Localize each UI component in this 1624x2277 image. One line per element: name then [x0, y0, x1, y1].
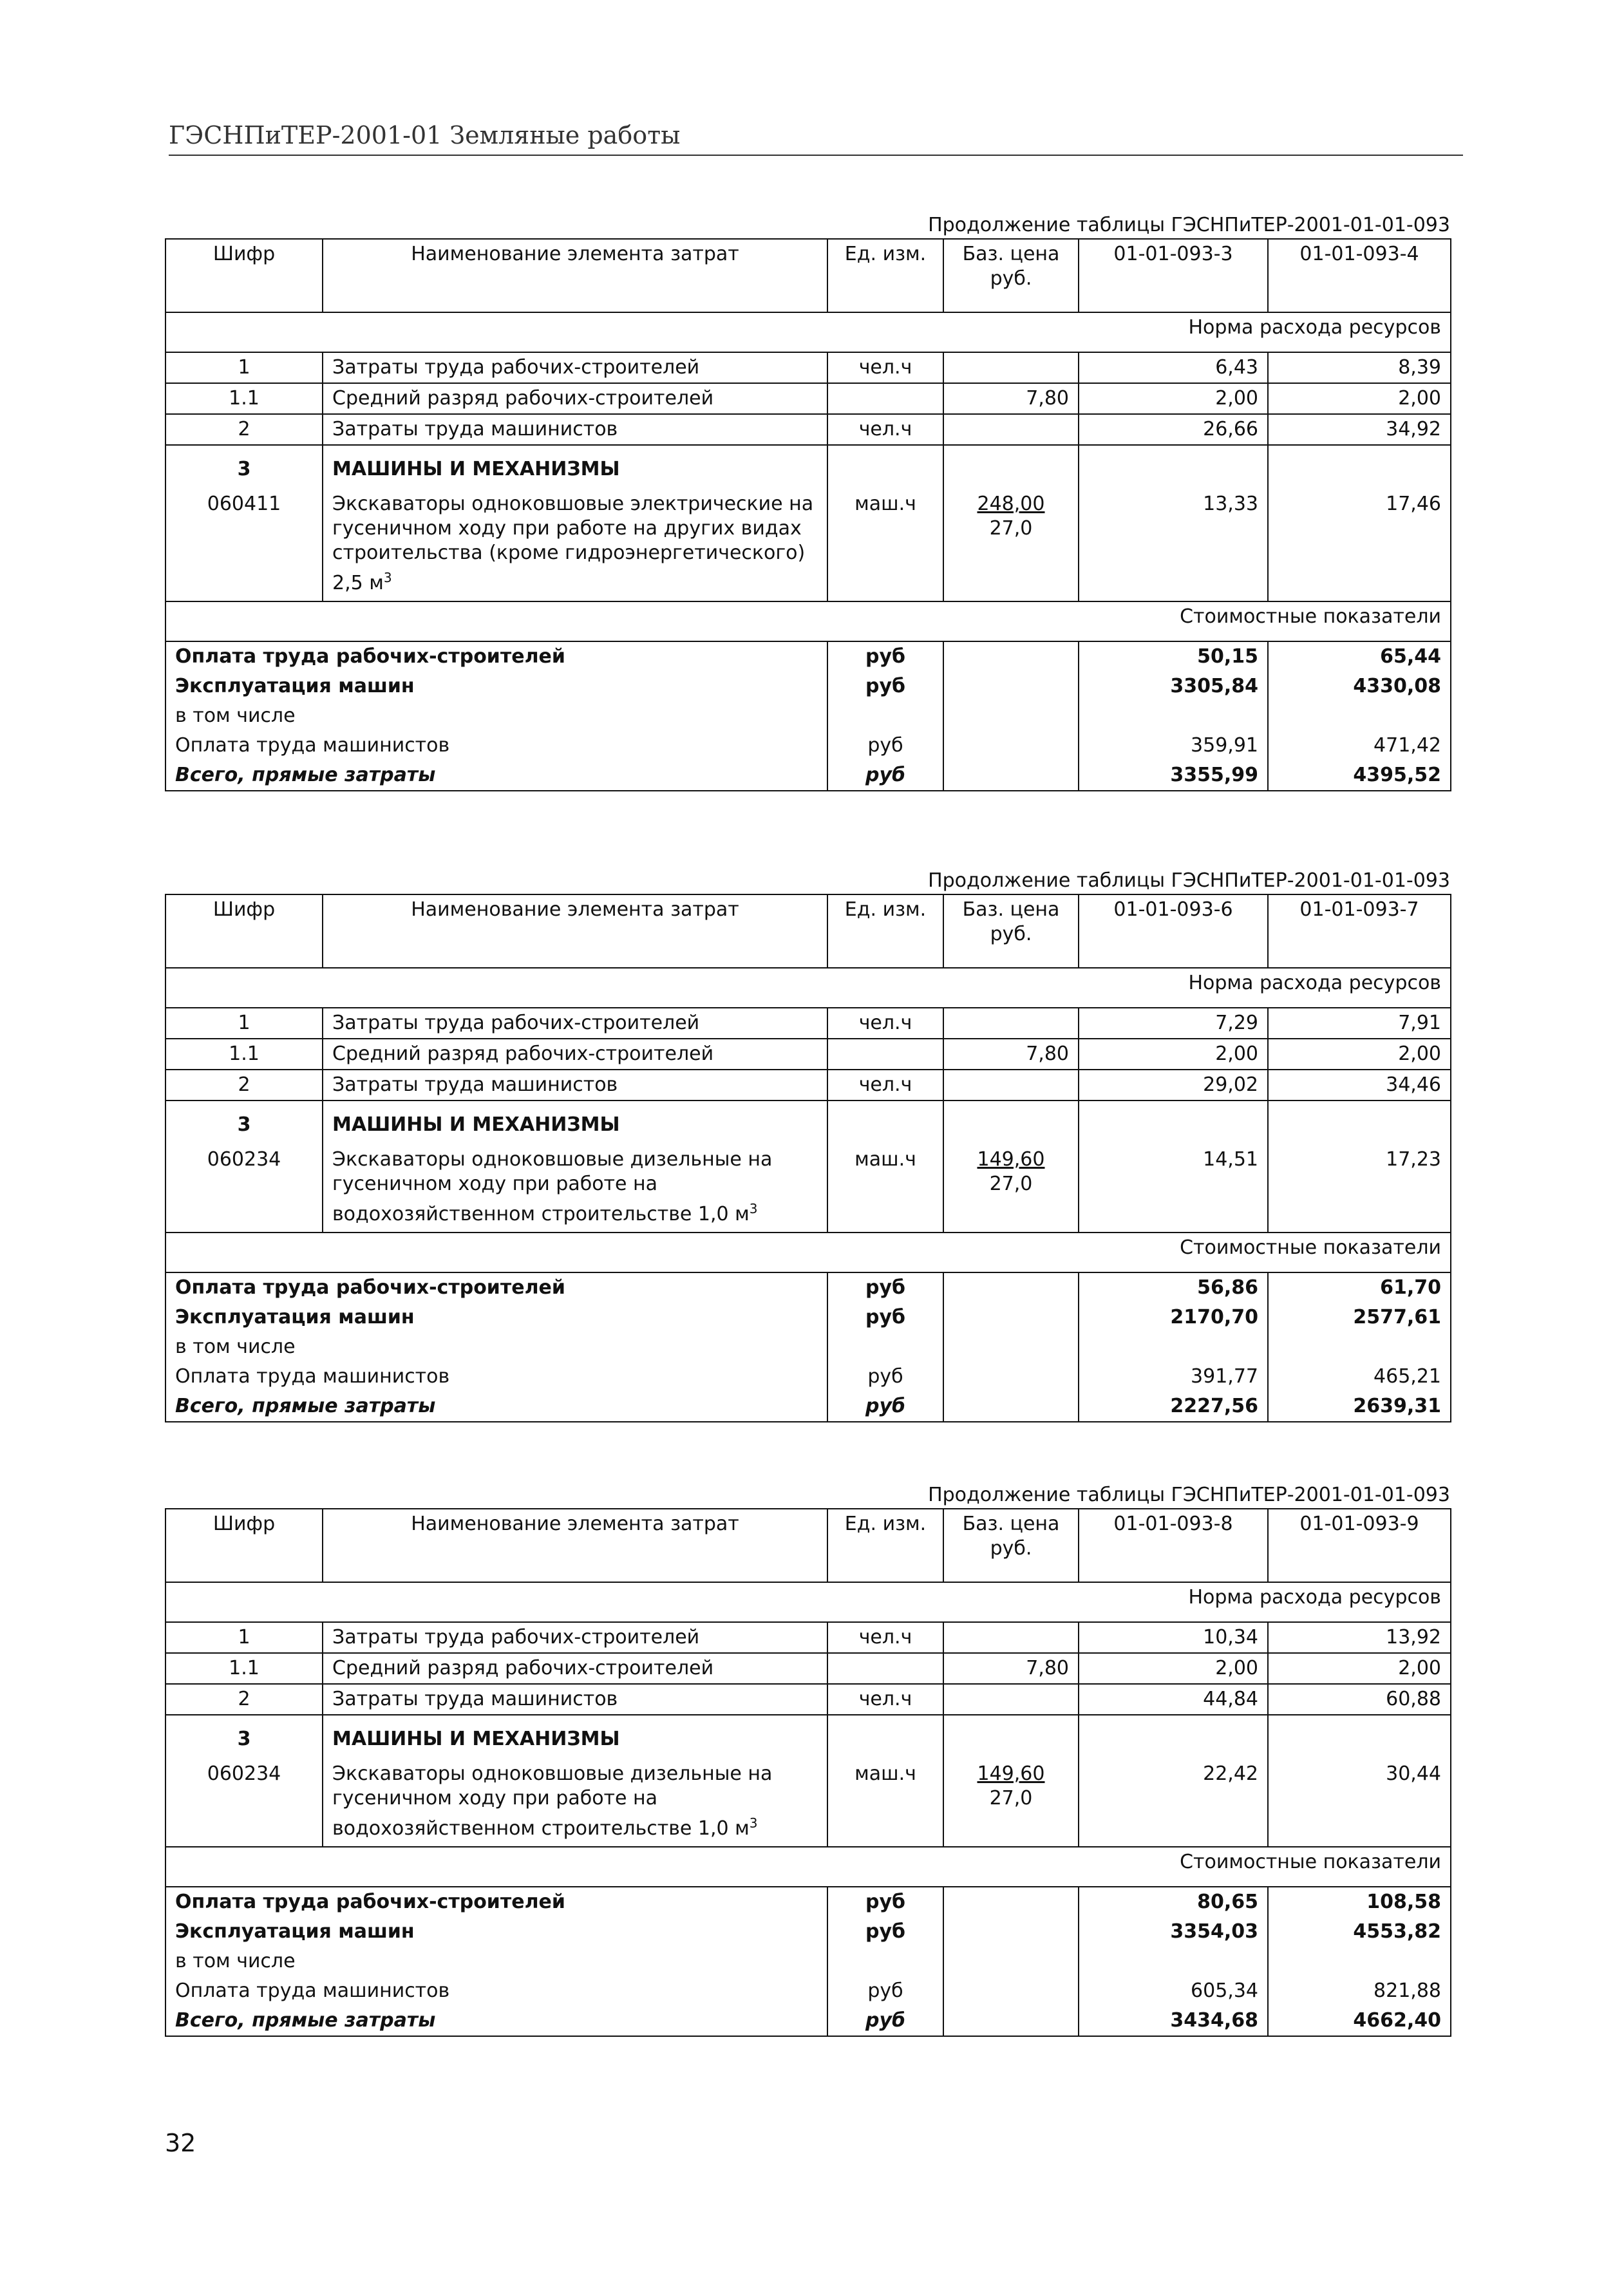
row-price	[943, 1008, 1079, 1039]
row-name: Затраты труда машинистов	[323, 1684, 827, 1715]
cost-table-block	[165, 868, 1453, 1422]
row-value-a: 2,00	[1079, 383, 1268, 414]
resource-name-superscript: 3	[383, 570, 392, 585]
col-header-base-price: Баз. цена руб.	[943, 239, 1079, 312]
summary-value-a: 2170,70	[1079, 1303, 1268, 1332]
row-value-a: 2,00	[1079, 1653, 1268, 1684]
row-name: Средний разряд рабочих-строителей	[323, 1039, 827, 1070]
summary-value-a: 2227,56	[1079, 1392, 1268, 1422]
row-name: Затраты труда машинистов	[323, 414, 827, 445]
summary-value-b: 108,58	[1268, 1887, 1451, 1917]
row-value-b: 2,00	[1268, 1653, 1451, 1684]
resource-price: 149,60	[977, 1762, 1045, 1785]
summary-row	[165, 1272, 1451, 1303]
row-value-a: 7,29	[1079, 1008, 1268, 1039]
cost-section-title: Стоимостные показатели	[165, 1847, 1451, 1887]
summary-price	[943, 1362, 1079, 1392]
table-row	[165, 1140, 1451, 1233]
summary-row	[165, 1917, 1451, 1947]
row-price	[943, 1715, 1079, 1754]
table-row	[165, 352, 1451, 383]
summary-label: в том числе	[165, 1947, 827, 1976]
table-header-row	[165, 239, 1451, 312]
row-code: 1.1	[165, 1039, 323, 1070]
row-value-b: 17,46	[1268, 484, 1451, 601]
row-code: 2	[165, 1070, 323, 1101]
table-row	[165, 445, 1451, 484]
summary-label: в том числе	[165, 701, 827, 731]
resource-name: Экскаваторы одноковшовые дизельные на гусеничном ходу при работе на водохозяйственном строительстве 1,0 м	[332, 1762, 773, 1840]
row-value-a: 26,66	[1079, 414, 1268, 445]
summary-value-a: 391,77	[1079, 1362, 1268, 1392]
row-value-b: 17,23	[1268, 1140, 1451, 1233]
summary-price	[943, 1272, 1079, 1303]
row-price: 7,80	[943, 1653, 1079, 1684]
summary-label: Оплата труда машинистов	[165, 1362, 827, 1392]
row-code: 1	[165, 1622, 323, 1653]
summary-label: Оплата труда рабочих-строителей	[165, 1887, 827, 1917]
resource-price-machinist: 27,0	[989, 517, 1033, 540]
row-code: 2	[165, 1684, 323, 1715]
summary-price	[943, 1303, 1079, 1332]
row-code: 2	[165, 414, 323, 445]
row-price	[943, 1754, 1079, 1847]
cost-table-block	[165, 213, 1453, 791]
table-row	[165, 1754, 1451, 1847]
summary-row	[165, 701, 1451, 731]
summary-value-b: 4662,40	[1268, 2006, 1451, 2036]
summary-price	[943, 1976, 1079, 2006]
row-value-b: 60,88	[1268, 1684, 1451, 1715]
row-unit	[827, 1039, 943, 1070]
row-value-a	[1079, 1101, 1268, 1140]
row-price	[943, 1684, 1079, 1715]
summary-row	[165, 641, 1451, 672]
row-value-a: 2,00	[1079, 1039, 1268, 1070]
summary-label: Всего, прямые затраты	[165, 2006, 827, 2036]
table-header-row	[165, 894, 1451, 968]
row-value-b: 34,92	[1268, 414, 1451, 445]
summary-unit: руб	[827, 672, 943, 701]
summary-label: в том числе	[165, 1332, 827, 1362]
summary-value-b: 2639,31	[1268, 1392, 1451, 1422]
table-row	[165, 414, 1451, 445]
summary-value-a	[1079, 1332, 1268, 1362]
summary-price	[943, 672, 1079, 701]
row-name: Затраты труда рабочих-строителей	[323, 1008, 827, 1039]
summary-row	[165, 2006, 1451, 2036]
summary-unit	[827, 701, 943, 731]
row-price	[943, 1622, 1079, 1653]
cost-section-row	[165, 1847, 1451, 1887]
cost-section-row	[165, 601, 1451, 641]
resource-price: 248,00	[977, 493, 1045, 515]
norm-section-title: Норма расхода ресурсов	[165, 312, 1451, 352]
summary-value-a: 56,86	[1079, 1272, 1268, 1303]
row-value-b: 7,91	[1268, 1008, 1451, 1039]
summary-value-a: 3305,84	[1079, 672, 1268, 701]
summary-price	[943, 1947, 1079, 1976]
row-name: Средний разряд рабочих-строителей	[323, 383, 827, 414]
col-header-norm-a: 01-01-093-6	[1079, 894, 1268, 968]
row-code: 3	[165, 445, 323, 484]
summary-unit: руб	[827, 1362, 943, 1392]
row-name: Затраты труда рабочих-строителей	[323, 352, 827, 383]
table-row	[165, 1653, 1451, 1684]
table-row	[165, 1070, 1451, 1101]
summary-value-a	[1079, 701, 1268, 731]
summary-unit: руб	[827, 1976, 943, 2006]
cost-section-title: Стоимостные показатели	[165, 1233, 1451, 1272]
table-caption: Продолжение таблицы ГЭСНПиТЕР-2001-01-01-093	[928, 214, 1450, 236]
col-header-unit: Ед. изм.	[827, 894, 943, 968]
table-row	[165, 1008, 1451, 1039]
row-value-a: 10,34	[1079, 1622, 1268, 1653]
summary-value-b	[1268, 701, 1451, 731]
summary-row	[165, 761, 1451, 791]
summary-unit: руб	[827, 2006, 943, 2036]
cost-section-row	[165, 1233, 1451, 1272]
col-header-code: Шифр	[165, 1509, 323, 1582]
row-unit: чел.ч	[827, 352, 943, 383]
summary-label: Эксплуатация машин	[165, 1917, 827, 1947]
resource-price-machinist: 27,0	[989, 1173, 1033, 1195]
summary-row	[165, 1976, 1451, 2006]
summary-unit	[827, 1947, 943, 1976]
summary-value-b: 4330,08	[1268, 672, 1451, 701]
row-unit: чел.ч	[827, 1622, 943, 1653]
summary-value-b: 821,88	[1268, 1976, 1451, 2006]
summary-unit: руб	[827, 731, 943, 761]
table-row	[165, 383, 1451, 414]
summary-unit: руб	[827, 641, 943, 672]
machines-section-title: МАШИНЫ И МЕХАНИЗМЫ	[323, 445, 827, 484]
summary-label: Оплата труда машинистов	[165, 731, 827, 761]
summary-value-b: 2577,61	[1268, 1303, 1451, 1332]
summary-value-a: 50,15	[1079, 641, 1268, 672]
resource-price: 149,60	[977, 1148, 1045, 1171]
summary-label: Всего, прямые затраты	[165, 1392, 827, 1422]
summary-row	[165, 1392, 1451, 1422]
summary-value-a	[1079, 1947, 1268, 1976]
row-unit	[827, 1101, 943, 1140]
row-value-a: 13,33	[1079, 484, 1268, 601]
col-header-norm-b: 01-01-093-4	[1268, 239, 1451, 312]
row-code: 1.1	[165, 1653, 323, 1684]
col-header-code: Шифр	[165, 239, 323, 312]
summary-unit: руб	[827, 761, 943, 791]
resource-name: Экскаваторы одноковшовые дизельные на гусеничном ходу при работе на водохозяйственном строительстве 1,0 м	[332, 1148, 773, 1225]
row-code: 060234	[165, 1754, 323, 1847]
summary-unit: руб	[827, 1272, 943, 1303]
summary-row	[165, 672, 1451, 701]
row-unit: чел.ч	[827, 1008, 943, 1039]
col-header-code: Шифр	[165, 894, 323, 968]
row-unit	[827, 1715, 943, 1754]
row-code: 1	[165, 352, 323, 383]
summary-label: Оплата труда рабочих-строителей	[165, 1272, 827, 1303]
summary-value-b: 465,21	[1268, 1362, 1451, 1392]
col-header-name: Наименование элемента затрат	[323, 239, 827, 312]
row-unit: маш.ч	[827, 1140, 943, 1233]
summary-price	[943, 701, 1079, 731]
summary-row	[165, 1887, 1451, 1917]
summary-unit: руб	[827, 1917, 943, 1947]
row-price	[943, 1070, 1079, 1101]
row-value-a: 44,84	[1079, 1684, 1268, 1715]
resource-price-machinist: 27,0	[989, 1787, 1033, 1809]
row-code: 060234	[165, 1140, 323, 1233]
page-number: 32	[165, 2129, 196, 2157]
summary-row	[165, 1947, 1451, 1976]
resource-name-superscript: 3	[749, 1201, 758, 1216]
summary-price	[943, 1392, 1079, 1422]
row-value-b	[1268, 445, 1451, 484]
summary-unit	[827, 1332, 943, 1362]
row-value-a: 6,43	[1079, 352, 1268, 383]
row-value-b: 13,92	[1268, 1622, 1451, 1653]
summary-row	[165, 1362, 1451, 1392]
table-row	[165, 1039, 1451, 1070]
col-header-norm-a: 01-01-093-3	[1079, 239, 1268, 312]
row-price: 7,80	[943, 383, 1079, 414]
summary-unit: руб	[827, 1392, 943, 1422]
summary-price	[943, 761, 1079, 791]
resource-name-superscript: 3	[749, 1815, 758, 1831]
cost-table	[165, 238, 1451, 791]
col-header-base-price: Баз. цена руб.	[943, 894, 1079, 968]
row-value-b: 2,00	[1268, 1039, 1451, 1070]
table-row	[165, 1101, 1451, 1140]
row-code: 060411	[165, 484, 323, 601]
row-unit	[827, 1653, 943, 1684]
summary-label: Всего, прямые затраты	[165, 761, 827, 791]
row-value-a	[1079, 445, 1268, 484]
cost-table	[165, 1508, 1451, 2037]
summary-price	[943, 641, 1079, 672]
row-price	[943, 1140, 1079, 1233]
row-name: Средний разряд рабочих-строителей	[323, 1653, 827, 1684]
summary-row	[165, 731, 1451, 761]
summary-price	[943, 1332, 1079, 1362]
row-unit: маш.ч	[827, 1754, 943, 1847]
row-unit	[827, 445, 943, 484]
norm-section-row	[165, 1582, 1451, 1622]
summary-row	[165, 1303, 1451, 1332]
row-unit: чел.ч	[827, 1684, 943, 1715]
row-value-b	[1268, 1101, 1451, 1140]
resource-name: Экскаваторы одноковшовые электрические на гусеничном ходу при работе на других видах строительства (кроме гидроэнергетического) 2,5 м	[332, 493, 814, 594]
summary-value-b: 4553,82	[1268, 1917, 1451, 1947]
table-caption: Продолжение таблицы ГЭСНПиТЕР-2001-01-01-093	[928, 1484, 1450, 1506]
running-header: ГЭСНПиТЕР-2001-01 Земляные работы	[169, 122, 1463, 156]
summary-label: Оплата труда машинистов	[165, 1976, 827, 2006]
summary-value-a: 605,34	[1079, 1976, 1268, 2006]
machines-section-title: МАШИНЫ И МЕХАНИЗМЫ	[323, 1101, 827, 1140]
table-header-row	[165, 1509, 1451, 1582]
row-unit: чел.ч	[827, 414, 943, 445]
row-code: 1.1	[165, 383, 323, 414]
row-name: Затраты труда рабочих-строителей	[323, 1622, 827, 1653]
cost-section-title: Стоимостные показатели	[165, 601, 1451, 641]
row-code: 3	[165, 1101, 323, 1140]
row-unit: маш.ч	[827, 484, 943, 601]
summary-value-b: 65,44	[1268, 641, 1451, 672]
summary-label: Эксплуатация машин	[165, 1303, 827, 1332]
summary-value-a: 3355,99	[1079, 761, 1268, 791]
machines-section-title: МАШИНЫ И МЕХАНИЗМЫ	[323, 1715, 827, 1754]
summary-unit: руб	[827, 1887, 943, 1917]
summary-value-a: 3354,03	[1079, 1917, 1268, 1947]
row-price: 7,80	[943, 1039, 1079, 1070]
summary-value-a: 359,91	[1079, 731, 1268, 761]
cost-table-block	[165, 1482, 1453, 2037]
summary-value-b	[1268, 1332, 1451, 1362]
col-header-base-price: Баз. цена руб.	[943, 1509, 1079, 1582]
row-unit	[827, 383, 943, 414]
row-value-a: 29,02	[1079, 1070, 1268, 1101]
summary-label: Эксплуатация машин	[165, 672, 827, 701]
summary-price	[943, 1917, 1079, 1947]
row-price	[943, 414, 1079, 445]
summary-row	[165, 1332, 1451, 1362]
row-price	[943, 484, 1079, 601]
row-price	[943, 1101, 1079, 1140]
table-row	[165, 1684, 1451, 1715]
norm-section-row	[165, 312, 1451, 352]
col-header-name: Наименование элемента затрат	[323, 1509, 827, 1582]
col-header-norm-b: 01-01-093-7	[1268, 894, 1451, 968]
col-header-norm-a: 01-01-093-8	[1079, 1509, 1268, 1582]
row-value-b	[1268, 1715, 1451, 1754]
summary-price	[943, 2006, 1079, 2036]
summary-value-b: 471,42	[1268, 731, 1451, 761]
row-price	[943, 445, 1079, 484]
table-row	[165, 1622, 1451, 1653]
summary-price	[943, 1887, 1079, 1917]
row-name: Затраты труда машинистов	[323, 1070, 827, 1101]
row-unit: чел.ч	[827, 1070, 943, 1101]
row-price	[943, 352, 1079, 383]
row-value-a: 14,51	[1079, 1140, 1268, 1233]
row-value-b: 30,44	[1268, 1754, 1451, 1847]
summary-unit: руб	[827, 1303, 943, 1332]
summary-label: Оплата труда рабочих-строителей	[165, 641, 827, 672]
col-header-unit: Ед. изм.	[827, 1509, 943, 1582]
row-value-b: 34,46	[1268, 1070, 1451, 1101]
summary-price	[943, 731, 1079, 761]
summary-value-b: 4395,52	[1268, 761, 1451, 791]
table-caption: Продолжение таблицы ГЭСНПиТЕР-2001-01-01-093	[928, 869, 1450, 892]
table-row	[165, 1715, 1451, 1754]
norm-section-title: Норма расхода ресурсов	[165, 968, 1451, 1008]
row-value-a: 22,42	[1079, 1754, 1268, 1847]
summary-value-b: 61,70	[1268, 1272, 1451, 1303]
row-code: 3	[165, 1715, 323, 1754]
col-header-name: Наименование элемента затрат	[323, 894, 827, 968]
row-name	[323, 484, 827, 601]
norm-section-row	[165, 968, 1451, 1008]
row-name	[323, 1754, 827, 1847]
norm-section-title: Норма расхода ресурсов	[165, 1582, 1451, 1622]
row-value-b: 8,39	[1268, 352, 1451, 383]
col-header-norm-b: 01-01-093-9	[1268, 1509, 1451, 1582]
summary-value-a: 3434,68	[1079, 2006, 1268, 2036]
summary-value-a: 80,65	[1079, 1887, 1268, 1917]
row-value-a	[1079, 1715, 1268, 1754]
row-code: 1	[165, 1008, 323, 1039]
summary-value-b	[1268, 1947, 1451, 1976]
table-row	[165, 484, 1451, 601]
row-name	[323, 1140, 827, 1233]
cost-table	[165, 894, 1451, 1422]
row-value-b: 2,00	[1268, 383, 1451, 414]
col-header-unit: Ед. изм.	[827, 239, 943, 312]
